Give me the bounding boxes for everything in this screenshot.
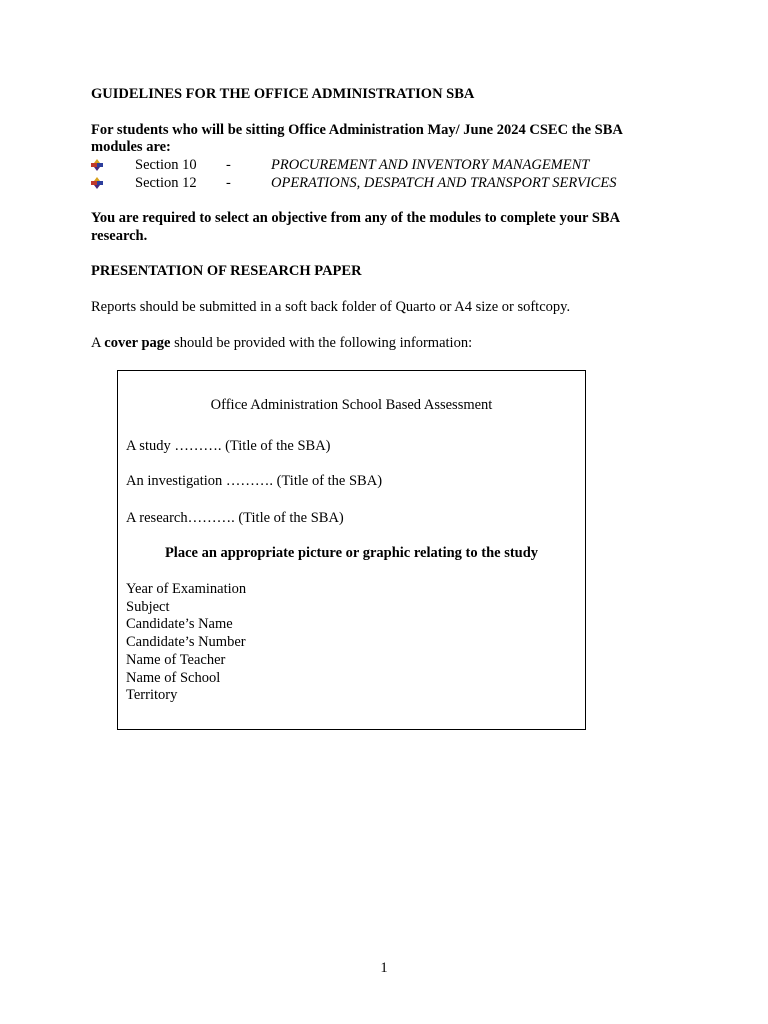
cover-title: Office Administration School Based Assessment [210,397,493,413]
module-section: Section 12 [135,175,197,191]
document-heading: GUIDELINES FOR THE OFFICE ADMINISTRATION SBA [91,86,475,102]
cover-intro-bold: cover page [104,335,171,351]
module-title: OPERATIONS, DESPATCH AND TRANSPORT SERVICES [271,175,617,191]
cover-field: Candidate’s Name [126,616,233,632]
cover-investigation-line: An investigation ………. (Title of the SBA) [126,473,383,489]
cover-field: Name of Teacher [126,652,226,668]
cover-intro-prefix: A [91,335,105,351]
module-dash: - [226,175,231,191]
presentation-heading: PRESENTATION OF RESEARCH PAPER [91,263,362,279]
intro-line-2: modules are: [91,139,171,155]
objective-line-1: You are required to select an objective from any of the modules to complete your SBA [91,210,621,226]
module-title: PROCUREMENT AND INVENTORY MANAGEMENT [271,157,590,173]
module-item [91,156,691,174]
cover-research-line: A research………. (Title of the SBA) [126,510,344,526]
module-dash: - [226,157,231,173]
cover-page-box [117,370,586,730]
module-section: Section 10 [135,157,197,173]
module-item [91,174,691,192]
arrow-bullet-icon [91,159,103,171]
cover-field: Name of School [126,670,221,686]
arrow-bullet-icon [91,177,103,189]
cover-intro-suffix: should be provided with the following information: [170,335,473,351]
cover-study-line: A study ………. (Title of the SBA) [126,438,331,454]
cover-field: Territory [126,687,178,703]
cover-picture-note: Place an appropriate picture or graphic relating to the study [164,545,539,561]
cover-page-intro [91,334,472,352]
page-number: 1 [380,960,388,976]
reports-paragraph: Reports should be submitted in a soft back folder of Quarto or A4 size or softcopy. [91,299,571,315]
cover-field: Year of Examination [126,581,247,597]
cover-field: Candidate’s Number [126,634,246,650]
objective-line-2: research. [91,228,148,244]
intro-line-1: For students who will be sitting Office Administration May/ June 2024 CSEC the SBA [91,122,623,138]
cover-field: Subject [126,599,170,615]
